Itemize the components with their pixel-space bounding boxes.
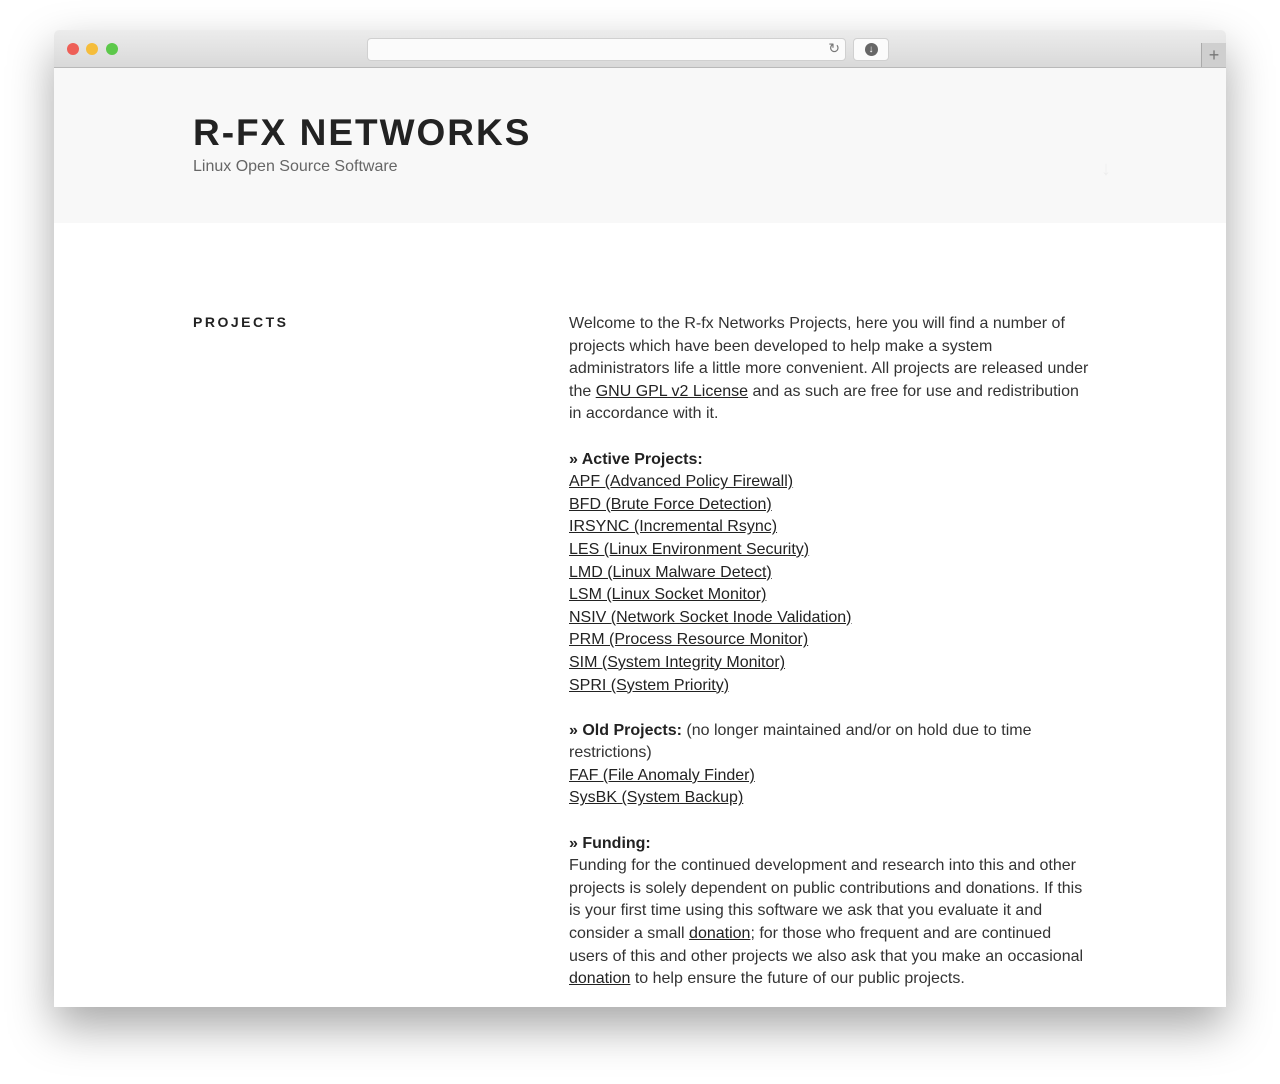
scroll-down-arrow-icon[interactable]: ↓ — [1101, 158, 1111, 180]
download-icon: ↓ — [865, 43, 878, 56]
donation-link[interactable]: donation — [689, 925, 751, 943]
project-link-sysbk[interactable]: SysBK (System Backup) — [569, 789, 744, 807]
gpl-license-link[interactable]: GNU GPL v2 License — [595, 382, 749, 400]
maximize-window-button[interactable] — [106, 43, 118, 55]
project-link-lmd[interactable]: LMD (Linux Malware Detect) — [569, 563, 772, 581]
old-projects-note: (no longer maintained and/or on hold due to time restrictions) — [569, 721, 1032, 762]
funding-text-3: to help ensure the future of our public projects. — [630, 970, 965, 988]
active-projects-heading: » Active Projects: — [569, 450, 703, 468]
project-link-apf[interactable]: APF (Advanced Policy Firewall) — [569, 473, 794, 491]
funding-text-2: ; for those who frequent and are continued users of this and other projects we also ask that you make an occasional — [569, 925, 1084, 965]
active-projects — [569, 449, 1089, 698]
project-link-lsm[interactable]: LSM (Linux Socket Monitor) — [569, 586, 767, 604]
intro-text: Welcome to the R-fx Networks Projects, here you will find a number of projects which have been developed to help make a system administrators life a little more convenient. All projects are released under the — [569, 315, 1089, 400]
project-link-faf[interactable]: FAF (File Anomaly Finder) — [569, 766, 755, 784]
old-projects-heading: » Old Projects: — [569, 721, 682, 739]
old-projects — [569, 720, 1089, 810]
page-heading: PROJECTS — [193, 314, 289, 330]
browser-window — [54, 30, 1226, 1007]
close-window-button[interactable] — [67, 43, 79, 55]
project-link-spri[interactable]: SPRI (System Priority) — [569, 676, 730, 694]
project-link-sim[interactable]: SIM (System Integrity Monitor) — [569, 653, 786, 671]
site-tagline: Linux Open Source Software — [193, 158, 398, 175]
site-title[interactable]: R-FX NETWORKS — [193, 112, 532, 153]
intro-paragraph — [569, 313, 1089, 426]
project-link-bfd[interactable]: BFD (Brute Force Detection) — [569, 495, 772, 513]
funding-section — [569, 833, 1089, 991]
funding-text: Funding for the continued development and research into this and other projects is solely dependent on public contributions and donations. If this is your first time using this software we ask that you evaluate it and consider a small — [569, 857, 1083, 943]
reload-icon[interactable]: ↻ — [828, 40, 840, 56]
project-link-nsiv[interactable]: NSIV (Network Socket Inode Validation) — [569, 608, 852, 626]
donation-link-2[interactable]: donation — [569, 970, 631, 988]
intro-text-end: and as such are free for use and redistribution in accordance with it. — [569, 382, 1079, 423]
browser-toolbar — [54, 30, 1226, 68]
funding-heading: » Funding: — [569, 834, 651, 852]
minimize-window-button[interactable] — [86, 43, 98, 55]
project-link-les[interactable]: LES (Linux Environment Security) — [569, 540, 810, 558]
project-link-irsync[interactable]: IRSYNC (Incremental Rsync) — [569, 518, 778, 536]
downloads-button[interactable] — [853, 38, 889, 61]
site-header — [54, 68, 1226, 223]
address-bar[interactable] — [367, 38, 846, 61]
page-content — [569, 313, 1089, 1007]
new-tab-button[interactable]: + — [1201, 43, 1226, 67]
project-link-prm[interactable]: PRM (Process Resource Monitor) — [569, 631, 809, 649]
